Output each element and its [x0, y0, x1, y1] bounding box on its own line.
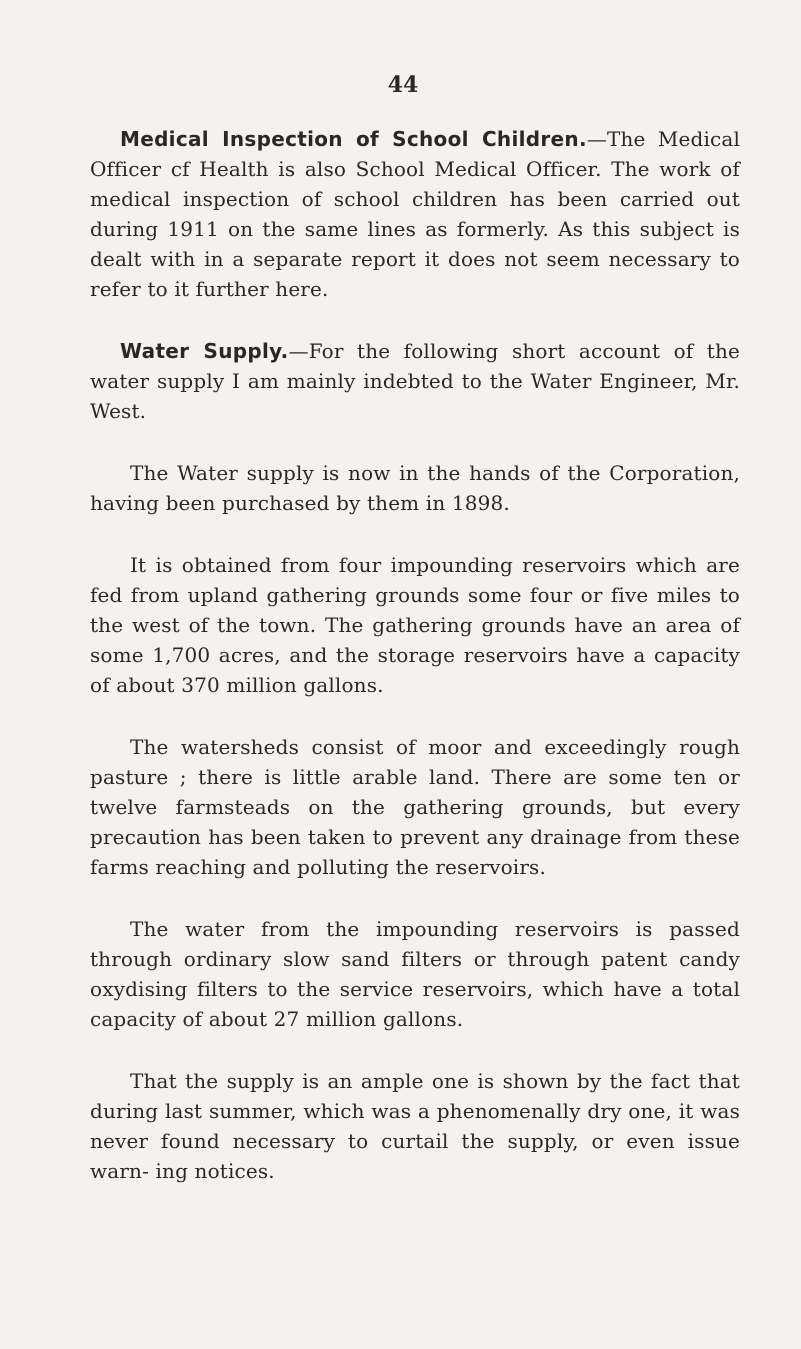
watersheds-paragraph: The watersheds consist of moor and exceedingly rough pasture ; there is little arable land. There are some ten or twelve farmsteads on the gathering grounds, but every precaution has been taken to prevent any drainage from these farms reaching and polluting the reservoirs.: [90, 735, 740, 879]
water-supply-heading: Water Supply.: [120, 339, 289, 363]
reservoirs-paragraph: It is obtained from four impounding reservoirs which are fed from upland gathering grounds some four or five miles to the west of the town. The gathering grounds have an area of some 1,700 acres, and the storage reservoirs have a capacity of about 370 million gallons.: [90, 553, 740, 697]
water-supply-paragraph: [90, 336, 740, 426]
body-text: [90, 124, 740, 1218]
page-number: 44: [387, 72, 419, 98]
water-supply-intro-text: —For the following short account of the water supply I am mainly indebted to the Water Engineer, Mr. West.: [90, 339, 740, 423]
medical-inspection-heading: Medical Inspection of School Children.: [120, 127, 587, 151]
corporation-paragraph: The Water supply is now in the hands of the Corporation, having been purchased by them in 1898.: [90, 461, 740, 515]
ample-supply-paragraph: That the supply is an ample one is shown by the fact that during last summer, which was a phenomenally dry one, it was never found necessary to curtail the supply, or even issue warn- ing notices.: [90, 1069, 740, 1183]
medical-inspection-text: —The Medical Officer cf Health is also School Medical Officer. The work of medical inspection of school children has been carried out during 1911 on the same lines as formerly. As this subject is dealt with in a separate report it does not seem necessary to refer to it further here.: [90, 127, 740, 301]
filters-paragraph: The water from the impounding reservoirs is passed through ordinary slow sand filters or through patent candy oxydising filters to the service reservoirs, which have a total capacity of about 27 million gallons.: [90, 917, 740, 1031]
medical-inspection-paragraph: [90, 124, 740, 304]
